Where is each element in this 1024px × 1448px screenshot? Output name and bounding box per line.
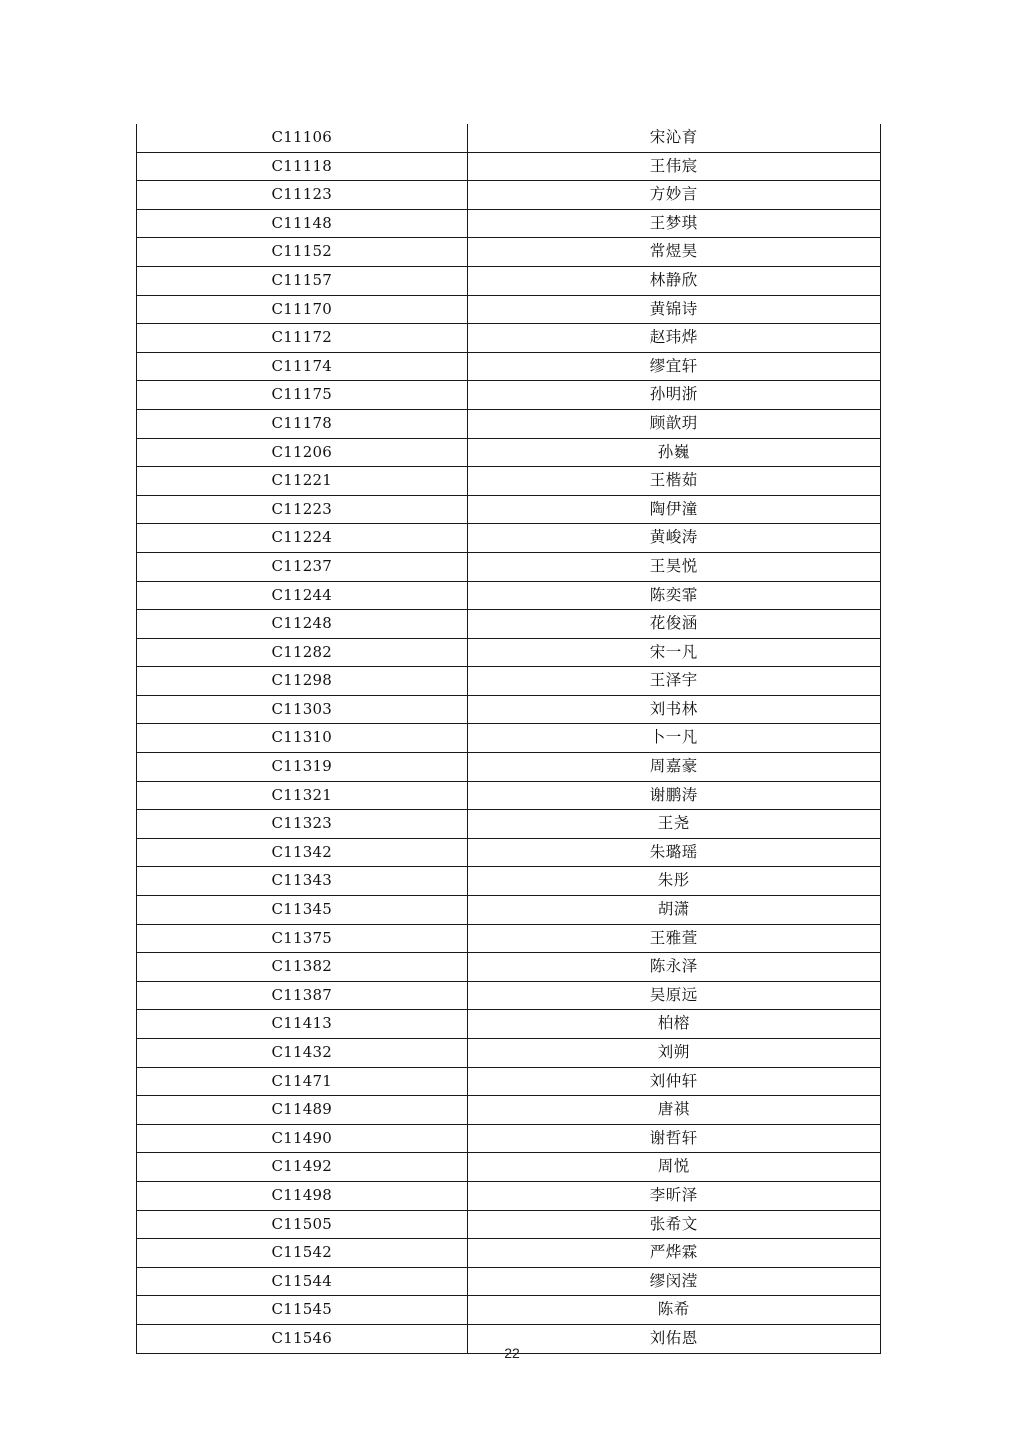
student-id-cell: C11319 xyxy=(137,753,467,782)
table-row xyxy=(137,1210,880,1239)
student-name-cell: 谢鹏涛 xyxy=(467,781,880,810)
table-row xyxy=(137,324,880,353)
student-name-cell: 王泽宇 xyxy=(467,667,880,696)
student-name-cell: 刘朔 xyxy=(467,1039,880,1068)
student-name-cell: 朱彤 xyxy=(467,867,880,896)
student-id-cell: C11170 xyxy=(137,295,467,324)
student-id-cell: C11432 xyxy=(137,1039,467,1068)
student-id-cell: C11498 xyxy=(137,1181,467,1210)
table-row xyxy=(137,552,880,581)
student-name-cell: 赵玮烨 xyxy=(467,324,880,353)
page-number: 22 xyxy=(504,1345,520,1361)
roster-table xyxy=(137,124,880,1353)
student-id-cell: C11172 xyxy=(137,324,467,353)
student-id-cell: C11106 xyxy=(137,124,467,152)
student-id-cell: C11492 xyxy=(137,1153,467,1182)
student-name-cell: 陈奕霏 xyxy=(467,581,880,610)
student-name-cell: 花俊涵 xyxy=(467,610,880,639)
student-name-cell: 谢哲轩 xyxy=(467,1124,880,1153)
student-id-cell: C11489 xyxy=(137,1096,467,1125)
student-name-cell: 陈永泽 xyxy=(467,953,880,982)
student-id-cell: C11223 xyxy=(137,495,467,524)
student-id-cell: C11321 xyxy=(137,781,467,810)
student-id-cell: C11123 xyxy=(137,181,467,210)
student-name-cell: 陶伊潼 xyxy=(467,495,880,524)
table-row xyxy=(137,1267,880,1296)
student-id-cell: C11148 xyxy=(137,209,467,238)
student-name-cell: 王伟宸 xyxy=(467,152,880,181)
table-row xyxy=(137,581,880,610)
table-row xyxy=(137,352,880,381)
student-id-cell: C11387 xyxy=(137,981,467,1010)
student-name-cell: 林静欣 xyxy=(467,266,880,295)
student-id-cell: C11174 xyxy=(137,352,467,381)
table-row xyxy=(137,495,880,524)
student-id-cell: C11248 xyxy=(137,610,467,639)
table-row xyxy=(137,124,880,152)
table-row xyxy=(137,152,880,181)
student-name-cell: 柏榕 xyxy=(467,1010,880,1039)
student-name-cell: 胡潇 xyxy=(467,896,880,925)
student-name-cell: 朱璐瑶 xyxy=(467,838,880,867)
table-row xyxy=(137,524,880,553)
student-id-cell: C11152 xyxy=(137,238,467,267)
table-row xyxy=(137,1067,880,1096)
student-name-cell: 李昕泽 xyxy=(467,1181,880,1210)
student-name-cell: 吴原远 xyxy=(467,981,880,1010)
roster-table-body xyxy=(137,124,880,1353)
student-name-cell: 王昊悦 xyxy=(467,552,880,581)
student-name-cell: 黄锦诗 xyxy=(467,295,880,324)
student-id-cell: C11545 xyxy=(137,1296,467,1325)
student-id-cell: C11413 xyxy=(137,1010,467,1039)
table-row xyxy=(137,1010,880,1039)
student-id-cell: C11224 xyxy=(137,524,467,553)
student-id-cell: C11298 xyxy=(137,667,467,696)
student-name-cell: 刘书林 xyxy=(467,695,880,724)
table-row xyxy=(137,438,880,467)
student-id-cell: C11323 xyxy=(137,810,467,839)
student-id-cell: C11490 xyxy=(137,1124,467,1153)
student-id-cell: C11542 xyxy=(137,1239,467,1268)
table-row xyxy=(137,266,880,295)
student-id-cell: C11546 xyxy=(137,1324,467,1352)
table-row xyxy=(137,1039,880,1068)
student-name-cell: 王梦琪 xyxy=(467,209,880,238)
student-id-cell: C11343 xyxy=(137,867,467,896)
student-id-cell: C11157 xyxy=(137,266,467,295)
student-name-cell: 严烨霖 xyxy=(467,1239,880,1268)
student-name-cell: 刘佑恩 xyxy=(467,1324,880,1352)
student-name-cell: 宋一凡 xyxy=(467,638,880,667)
table-row xyxy=(137,209,880,238)
table-row xyxy=(137,724,880,753)
student-id-cell: C11237 xyxy=(137,552,467,581)
student-name-cell: 唐祺 xyxy=(467,1096,880,1125)
student-name-cell: 孙明浙 xyxy=(467,381,880,410)
table-row xyxy=(137,896,880,925)
student-id-cell: C11544 xyxy=(137,1267,467,1296)
student-name-cell: 方妙言 xyxy=(467,181,880,210)
table-row xyxy=(137,953,880,982)
student-id-cell: C11244 xyxy=(137,581,467,610)
table-row xyxy=(137,753,880,782)
student-name-cell: 王雅萱 xyxy=(467,924,880,953)
student-name-cell: 卜一凡 xyxy=(467,724,880,753)
table-row xyxy=(137,409,880,438)
student-name-cell: 王楷茹 xyxy=(467,467,880,496)
table-row xyxy=(137,781,880,810)
table-row xyxy=(137,238,880,267)
table-row xyxy=(137,1296,880,1325)
table-row xyxy=(137,695,880,724)
table-row xyxy=(137,467,880,496)
student-name-cell: 黄峻涛 xyxy=(467,524,880,553)
table-row xyxy=(137,610,880,639)
table-row xyxy=(137,838,880,867)
table-row xyxy=(137,667,880,696)
student-name-cell: 陈希 xyxy=(467,1296,880,1325)
table-row xyxy=(137,981,880,1010)
student-name-cell: 刘仲轩 xyxy=(467,1067,880,1096)
student-name-cell: 王尧 xyxy=(467,810,880,839)
student-id-cell: C11382 xyxy=(137,953,467,982)
student-name-cell: 周悦 xyxy=(467,1153,880,1182)
student-id-cell: C11375 xyxy=(137,924,467,953)
student-id-cell: C11342 xyxy=(137,838,467,867)
table-row xyxy=(137,1153,880,1182)
table-row xyxy=(137,810,880,839)
student-id-cell: C11118 xyxy=(137,152,467,181)
student-id-cell: C11471 xyxy=(137,1067,467,1096)
student-id-cell: C11178 xyxy=(137,409,467,438)
table-row xyxy=(137,1096,880,1125)
table-row xyxy=(137,924,880,953)
student-id-cell: C11310 xyxy=(137,724,467,753)
student-name-cell: 缪宜轩 xyxy=(467,352,880,381)
student-id-cell: C11505 xyxy=(137,1210,467,1239)
table-row xyxy=(137,381,880,410)
student-name-cell: 顾歆玥 xyxy=(467,409,880,438)
student-name-cell: 孙巍 xyxy=(467,438,880,467)
student-id-cell: C11282 xyxy=(137,638,467,667)
student-name-cell: 宋沁育 xyxy=(649,128,698,146)
student-name-cell: 缪闵滢 xyxy=(467,1267,880,1296)
student-id-cell: C11206 xyxy=(137,438,467,467)
student-id-cell: C11221 xyxy=(137,467,467,496)
table-row xyxy=(137,181,880,210)
table-row xyxy=(137,1181,880,1210)
student-name-cell: 周嘉豪 xyxy=(467,753,880,782)
student-id-cell: C11345 xyxy=(137,896,467,925)
table-row xyxy=(137,638,880,667)
roster-table-container xyxy=(136,124,881,1354)
table-row xyxy=(137,295,880,324)
table-row xyxy=(137,867,880,896)
table-row xyxy=(137,1239,880,1268)
student-name-cell: 常煜昊 xyxy=(467,238,880,267)
student-id-cell: C11303 xyxy=(137,695,467,724)
table-row xyxy=(137,1124,880,1153)
student-name-cell: 张希文 xyxy=(467,1210,880,1239)
student-id-cell: C11175 xyxy=(137,381,467,410)
